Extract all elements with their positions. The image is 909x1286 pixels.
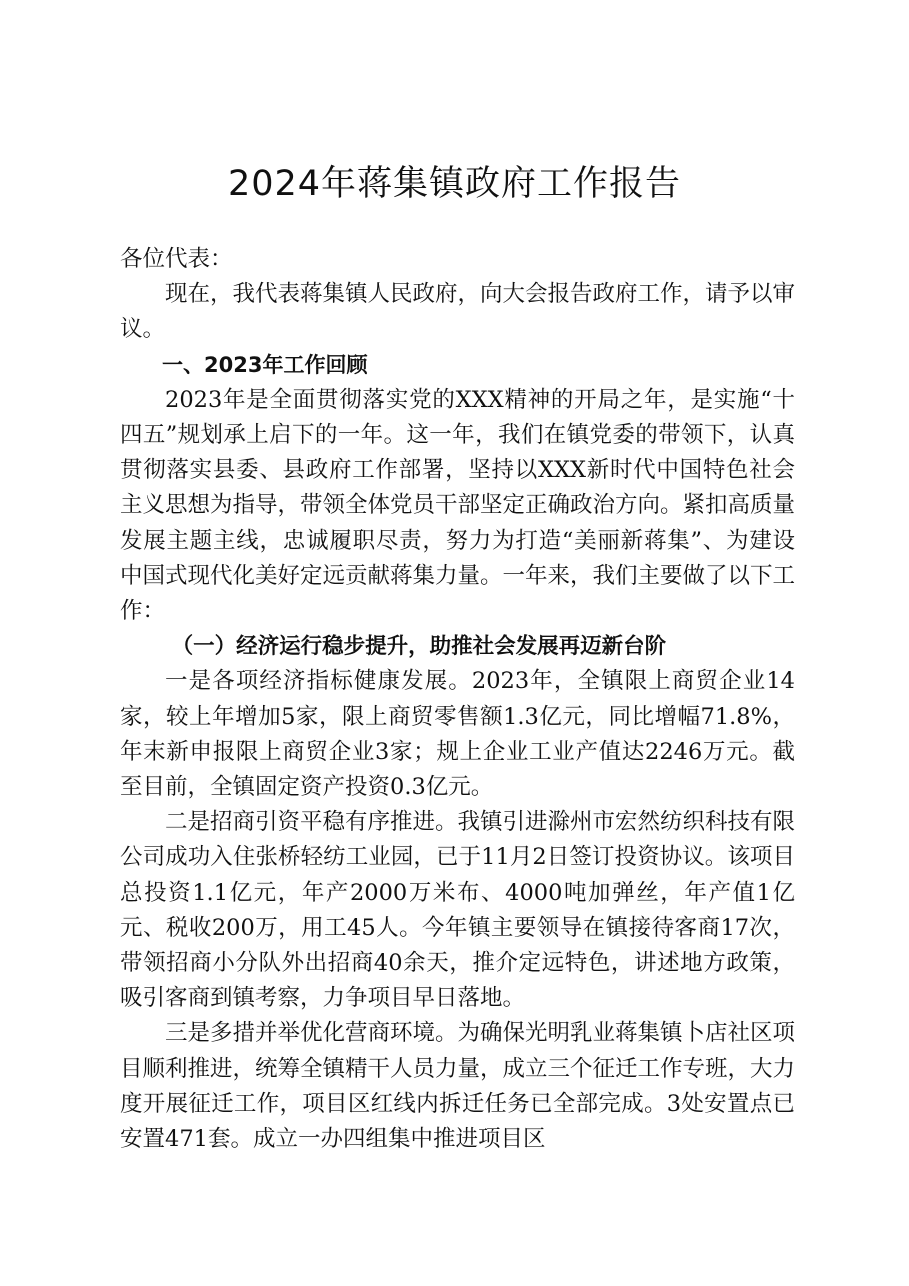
salutation: 各位代表： bbox=[120, 246, 233, 272]
business-environment-paragraph: 三是多措并举优化营商环境。为确保光明乳业蒋集镇卜店社区项目顺利推进，统筹全镇精干人员力量，成立三个征迁工作专班，大力度开展征迁工作，项目区红线内拆迁任务已全部完成。3处安置点已安置471套。成立一办四组集中推进项目区 bbox=[120, 1020, 796, 1153]
document-body bbox=[120, 242, 795, 1157]
investment-paragraph: 二是招商引资平稳有序推进。我镇引进滁州市宏然纺织科技有限公司成功入住张桥轻纺工业园，已于11月2日签订投资协议。该项目总投资1.1亿元，年产2000万米布、4000吨加弹丝，年产值1亿元、税收200万，用工45人。今年镇主要领导在镇接待客商17次，带领招商小分队外出招商40余天，推介定远特色，讲述地方政策，吸引客商到镇考察，力争项目早日落地。 bbox=[120, 809, 796, 1012]
section-heading: 一、2023年工作回顾 bbox=[162, 352, 368, 377]
economy-paragraph: 一是各项经济指标健康发展。2023年，全镇限上商贸企业14家，较上年增加5家，限上商贸零售额1.3亿元，同比增幅71.8%，年末新申报限上商贸企业3家；规上企业工业产值达2246万元。截至目前，全镇固定资产投资0.3亿元。 bbox=[120, 668, 795, 801]
section-paragraph: 2023年是全面贯彻落实党的XXX精神的开局之年，是实施“十四五”规划承上启下的一年。这一年，我们在镇党委的带领下，认真贯彻落实县委、县政府工作部署，坚持以XXX新时代中国特色社会主义思想为指导，带领全体党员干部坚定正确政治方向。紧扣高质量发展主题主线，忠诚履职尽责，努力为打造“美丽新蒋集”、为建设中国式现代化美好定远贡献蒋集力量。一年来，我们主要做了以下工作： bbox=[120, 386, 796, 625]
subsection-heading: （一）经济运行稳步提升，助推社会发展再迈新台阶 bbox=[171, 634, 667, 660]
intro-paragraph: 现在，我代表蒋集镇人民政府，向大会报告政府工作，请予以审议。 bbox=[120, 281, 796, 343]
document-title: 2024年蒋集镇政府工作报告 bbox=[227, 164, 682, 204]
